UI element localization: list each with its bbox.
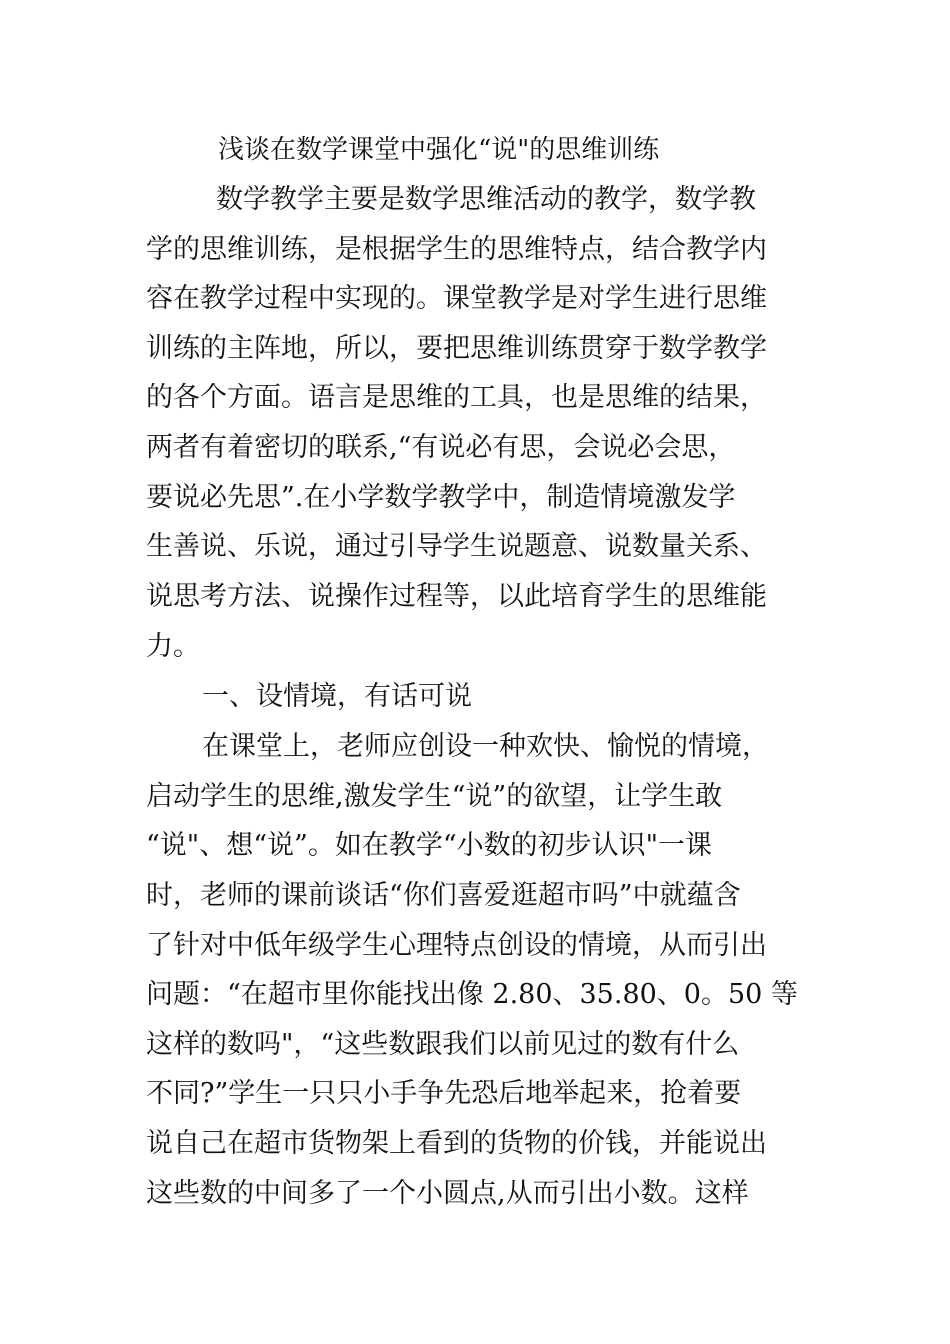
text-line: 在课堂上，老师应创设一种欢快、愉悦的情境，	[202, 731, 769, 762]
text-line: “说"、想“说”。如在教学“小数的初步认识"一课	[146, 830, 713, 861]
text-line: 学的思维训练，是根据学生的思维特点，结合教学内	[146, 234, 767, 265]
text-line: 的各个方面。语言是思维的工具，也是思维的结果，	[146, 382, 767, 413]
text-line: 训练的主阵地，所以，要把思维训练贯穿于数学教学	[146, 333, 767, 364]
text-line: 时，老师的课前谈话“你们喜爱逛超市吗”中就蕴含	[146, 880, 741, 911]
text-line: 容在教学过程中实现的。课堂教学是对学生进行思维	[146, 283, 767, 314]
text-line: 这些数的中间多了一个小圆点,从而引出小数。这样	[146, 1178, 749, 1209]
text-line: 问题：“在超市里你能找出像 2.80、35.80、0。50 等	[146, 979, 798, 1010]
text-line: 力。	[146, 631, 200, 662]
text-line: 这样的数吗"，“这些数跟我们以前见过的数有什么	[146, 1029, 740, 1060]
text-line: 说自己在超市货物架上看到的货物的价钱，并能说出	[146, 1128, 767, 1159]
text-line: 不同?”学生一只只小手争先恐后地举起来，抢着要	[146, 1078, 742, 1109]
text-line: 启动学生的思维,激发学生“说”的欲望，让学生敢	[146, 781, 723, 812]
text-line: 两者有着密切的联系,“有说必有思，会说必会思，	[146, 432, 736, 463]
text-line: 生善说、乐说，通过引导学生说题意、说数量关系、	[146, 531, 767, 562]
section-heading: 一、设情境，有话可说	[202, 681, 472, 712]
text-line: 了针对中低年级学生心理特点创设的情境，从而引出	[146, 930, 767, 961]
text-line: 说思考方法、说操作过程等，以此培育学生的思维能	[146, 581, 767, 612]
document-title: 浅谈在数学课堂中强化“说"的思维训练	[218, 135, 660, 165]
text-line: 数学教学主要是数学思维活动的教学，数学教	[216, 184, 756, 215]
text-line: 要说必先思”.在小学数学教学中，制造情境激发学	[146, 482, 736, 513]
